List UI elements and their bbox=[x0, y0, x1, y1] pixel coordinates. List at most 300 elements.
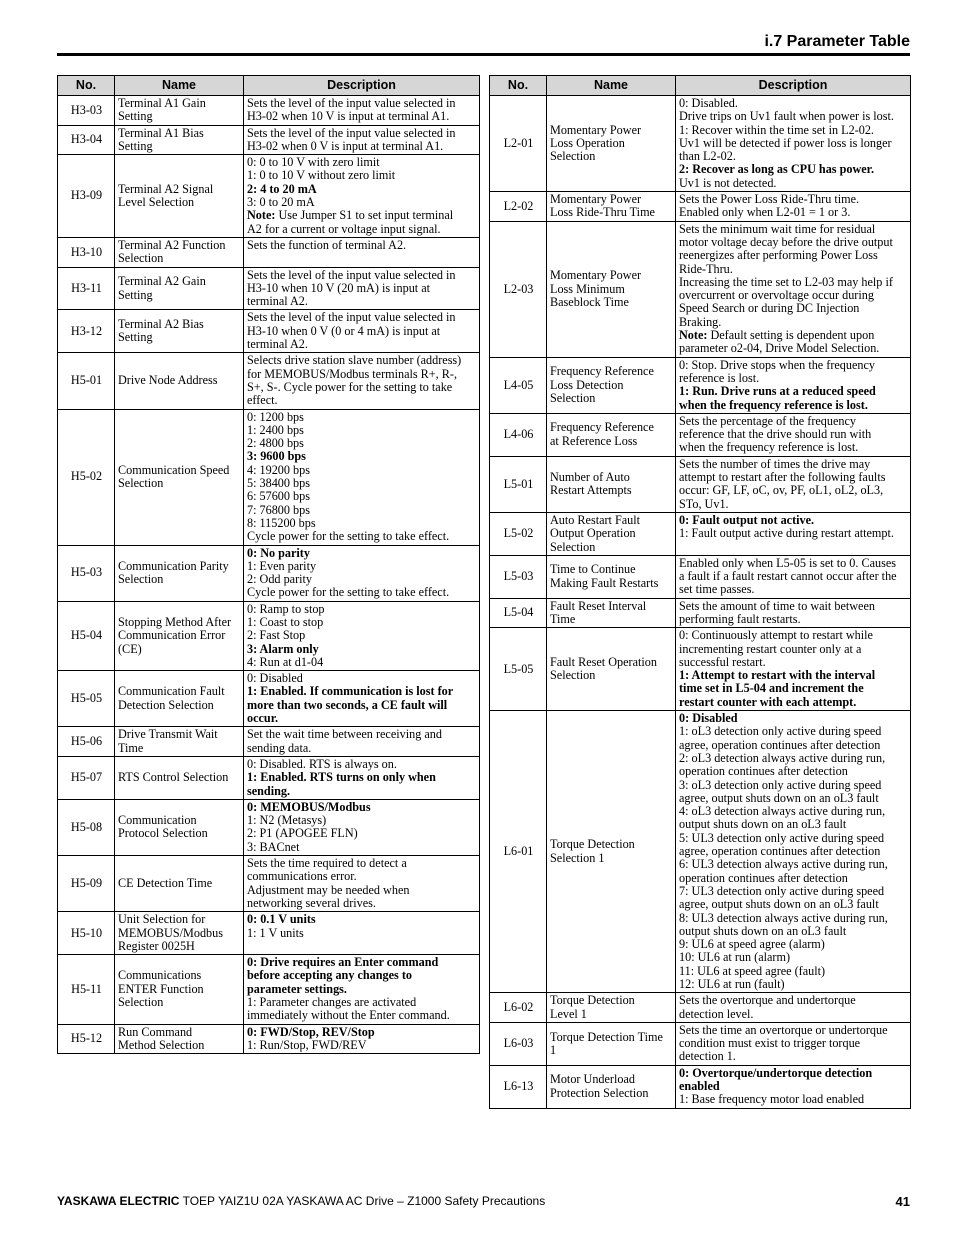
parameter-name-line: ENTER Function bbox=[118, 982, 204, 996]
description-line: communications error. bbox=[247, 870, 357, 884]
parameter-name-line: Run Command bbox=[118, 1025, 193, 1039]
parameter-name-line: Communication Speed bbox=[118, 463, 230, 477]
parameter-name bbox=[115, 727, 244, 757]
parameter-number: H5-10 bbox=[58, 912, 115, 955]
description-line: Selects drive station slave number (address) bbox=[247, 354, 462, 368]
parameter-name-line: Terminal A2 Gain bbox=[118, 275, 206, 289]
parameter-name-line: Torque Detection bbox=[550, 994, 635, 1008]
description-line: terminal A2. bbox=[247, 295, 308, 309]
description-line: occur. bbox=[247, 712, 279, 726]
parameter-name bbox=[547, 96, 676, 192]
parameter-number: L6-01 bbox=[490, 711, 547, 993]
parameter-number: H5-11 bbox=[58, 955, 115, 1024]
description-line: 3: BACnet bbox=[247, 840, 300, 854]
parameter-number: H5-08 bbox=[58, 799, 115, 855]
description-line: Enabled only when L2-01 = 1 or 3. bbox=[679, 206, 851, 220]
parameter-name-line: Momentary Power bbox=[550, 269, 642, 283]
parameter-description bbox=[676, 456, 911, 512]
description-line: Sets the function of terminal A2. bbox=[247, 238, 407, 252]
description-line: 0: FWD/Stop, REV/Stop bbox=[247, 1025, 375, 1039]
description-line: 1: Enabled. If communication is lost for bbox=[247, 685, 454, 699]
description-line: networking several drives. bbox=[247, 896, 376, 910]
description-line: Sets the level of the input value selected in bbox=[247, 126, 456, 140]
parameter-description bbox=[676, 1065, 911, 1108]
description-line: 0: No parity bbox=[247, 546, 310, 560]
description-line: time set in L5-04 and increment the bbox=[679, 682, 864, 696]
description-line: Sets the level of the input value selected in bbox=[247, 311, 456, 325]
parameter-name-line: Selection bbox=[118, 477, 164, 491]
parameter-name-line: Fault Reset Interval bbox=[550, 599, 647, 613]
parameter-name-line: Loss Operation bbox=[550, 136, 625, 150]
description-line: 4: oL3 detection always active during run, bbox=[679, 805, 886, 819]
table-row bbox=[490, 628, 911, 711]
description-line: Cycle power for the setting to take effect. bbox=[247, 586, 450, 600]
parameter-name-line: Communications bbox=[118, 969, 202, 983]
description-line: 2: Odd parity bbox=[247, 573, 312, 587]
table-row bbox=[58, 310, 480, 353]
parameter-name-line: RTS Control Selection bbox=[118, 771, 229, 785]
parameter-number: L6-02 bbox=[490, 993, 547, 1023]
parameter-name-line: Frequency Reference bbox=[550, 421, 654, 435]
description-line: H3-10 when 10 V (20 mA) is input at bbox=[247, 281, 431, 295]
parameter-name-line: Time bbox=[550, 612, 576, 626]
parameter-number: H5-03 bbox=[58, 545, 115, 601]
parameter-name bbox=[115, 799, 244, 855]
description-line: reenergizes after performing Power Loss bbox=[679, 249, 878, 263]
column-header-name: Name bbox=[115, 76, 244, 96]
description-line: 6: 57600 bps bbox=[247, 490, 310, 504]
description-line: 0: MEMOBUS/Modbus bbox=[247, 800, 371, 814]
parameter-name bbox=[547, 711, 676, 993]
parameter-number: H5-06 bbox=[58, 727, 115, 757]
table-row bbox=[490, 192, 911, 222]
table-row bbox=[58, 237, 480, 267]
parameter-name bbox=[115, 125, 244, 155]
description-line: Uv1 will be detected if power loss is longer bbox=[679, 136, 892, 150]
parameter-name bbox=[547, 357, 676, 413]
table-row bbox=[58, 756, 480, 799]
parameter-table-left bbox=[57, 75, 480, 1054]
parameter-number: H3-10 bbox=[58, 237, 115, 267]
parameter-name-line: Time to Continue bbox=[550, 563, 636, 577]
parameter-name-line: Baseblock Time bbox=[550, 295, 629, 309]
description-line: 11: UL6 at speed agree (fault) bbox=[679, 964, 826, 978]
parameter-name-line: Number of Auto bbox=[550, 471, 630, 485]
description-line: H3-02 when 0 V is input at terminal A1. bbox=[247, 139, 444, 153]
parameter-name-line: Register 0025H bbox=[118, 939, 195, 953]
description-line: 1: Even parity bbox=[247, 559, 317, 573]
description-line: 6: UL3 detection always active during run, bbox=[679, 858, 888, 872]
description-line: Sets the time an overtorque or undertorque bbox=[679, 1023, 888, 1037]
description-line: 1: Parameter changes are activated bbox=[247, 996, 417, 1009]
parameter-name-line: (CE) bbox=[118, 642, 142, 656]
parameter-description bbox=[676, 192, 911, 222]
table-row bbox=[490, 96, 911, 192]
description-line: 1: Base frequency motor load enabled bbox=[679, 1093, 865, 1107]
parameter-name-line: MEMOBUS/Modbus bbox=[118, 926, 223, 940]
parameter-name-line: Terminal A2 Bias bbox=[118, 318, 204, 332]
table-row bbox=[490, 357, 911, 413]
description-line: 2: 4800 bps bbox=[247, 437, 304, 451]
description-line: a fault if a fault restart cannot occur after the bbox=[679, 570, 897, 584]
table-row bbox=[58, 545, 480, 601]
parameter-description bbox=[244, 353, 480, 409]
table-row bbox=[58, 1024, 480, 1054]
parameter-name bbox=[547, 1065, 676, 1108]
parameter-name-line: Output Operation bbox=[550, 527, 636, 541]
parameter-name-line: Restart Attempts bbox=[550, 484, 632, 498]
description-line: sending. bbox=[247, 784, 291, 798]
description-line: 0: Disabled. RTS is always on. bbox=[247, 757, 397, 771]
description-line: immediately without the Enter command. bbox=[247, 1009, 450, 1023]
parameter-name-line: Terminal A1 Gain bbox=[118, 97, 206, 110]
description-line: 0: Ramp to stop bbox=[247, 602, 325, 616]
parameter-name-line: Selection bbox=[118, 996, 164, 1009]
description-line: performing fault restarts. bbox=[679, 612, 801, 626]
parameter-number: L5-05 bbox=[490, 628, 547, 711]
parameter-name-line: Selection bbox=[550, 391, 596, 405]
table-row bbox=[490, 555, 911, 598]
parameter-number: L6-03 bbox=[490, 1022, 547, 1065]
description-line: 2: oL3 detection always active during run, bbox=[679, 751, 886, 765]
parameter-name bbox=[115, 409, 244, 545]
description-line: Increasing the time set to L2-03 may help if bbox=[679, 275, 893, 289]
note-text: Default setting is dependent upon bbox=[707, 329, 875, 343]
description-line: 0: Disabled bbox=[679, 712, 738, 726]
parameter-number: H5-12 bbox=[58, 1024, 115, 1054]
description-line: 8: UL3 detection always active during run, bbox=[679, 911, 888, 925]
parameter-name-line: Setting bbox=[118, 288, 153, 302]
description-line: detection 1. bbox=[679, 1050, 736, 1064]
description-line: 3: 0 to 20 mA bbox=[247, 196, 315, 210]
parameter-name-line: Momentary Power bbox=[550, 193, 642, 207]
table-row bbox=[58, 96, 480, 126]
parameter-description bbox=[244, 856, 480, 912]
parameter-description bbox=[244, 310, 480, 353]
description-line: 0: 0 to 10 V with zero limit bbox=[247, 156, 380, 170]
description-line: 0: Disabled. bbox=[679, 97, 738, 110]
parameter-name-line: Loss Ride-Thru Time bbox=[550, 206, 655, 220]
parameter-description bbox=[676, 628, 911, 711]
parameter-name-line: Protocol Selection bbox=[118, 827, 208, 841]
description-line: detection level. bbox=[679, 1007, 754, 1021]
table-row bbox=[58, 409, 480, 545]
parameter-name bbox=[115, 955, 244, 1024]
parameter-description bbox=[244, 125, 480, 155]
table-row bbox=[58, 856, 480, 912]
description-line: 4: Run at d1-04 bbox=[247, 655, 324, 669]
description-line: 2: Fast Stop bbox=[247, 629, 306, 643]
description-line: restart counter with each attempt. bbox=[679, 695, 857, 709]
description-line: 2: P1 (APOGEE FLN) bbox=[247, 827, 358, 841]
parameter-name-line: Selection bbox=[550, 540, 596, 554]
description-line: 1: N2 (Metasys) bbox=[247, 814, 327, 828]
section-title: i.7 Parameter Table bbox=[764, 33, 910, 50]
parameter-name-line: Level Selection bbox=[118, 196, 195, 210]
description-line: agree, output shuts down on an oL3 fault bbox=[679, 898, 879, 912]
parameter-description bbox=[244, 799, 480, 855]
description-line: Sets the minimum wait time for residual bbox=[679, 222, 876, 236]
description-line: S+, S-. Cycle power for the setting to take bbox=[247, 380, 453, 394]
parameter-description bbox=[244, 155, 480, 238]
note-label: Note: bbox=[679, 329, 708, 343]
description-line: 0: Stop. Drive stops when the frequency bbox=[679, 358, 875, 372]
description-line: 1: Enabled. RTS turns on only when bbox=[247, 771, 436, 785]
description-line: than L2-02. bbox=[679, 150, 736, 164]
parameter-description bbox=[676, 598, 911, 628]
parameter-description bbox=[676, 555, 911, 598]
table-row bbox=[490, 221, 911, 357]
description-line: Adjustment may be needed when bbox=[247, 883, 410, 897]
parameter-name-line: Loss Detection bbox=[550, 378, 624, 392]
description-line: Drive trips on Uv1 fault when power is lost. bbox=[679, 110, 894, 124]
parameter-name-line: Torque Detection Time bbox=[550, 1030, 663, 1044]
description-line: 0: Disabled bbox=[247, 672, 303, 686]
parameter-name-line: Unit Selection for bbox=[118, 913, 206, 927]
parameter-number: L4-05 bbox=[490, 357, 547, 413]
parameter-number: H3-04 bbox=[58, 125, 115, 155]
parameter-number: L4-06 bbox=[490, 413, 547, 456]
description-line: successful restart. bbox=[679, 655, 766, 669]
description-line: Braking. bbox=[679, 315, 722, 329]
description-line: 2: Recover as long as CPU has power. bbox=[679, 163, 874, 177]
description-line: 0: Continuously attempt to restart while bbox=[679, 629, 873, 643]
parameter-name bbox=[115, 545, 244, 601]
description-line: output shuts down on an oL3 fault bbox=[679, 924, 847, 938]
header-divider bbox=[57, 53, 910, 56]
description-line: 1: Run/Stop, FWD/REV bbox=[247, 1038, 367, 1052]
parameter-table-right bbox=[489, 75, 911, 1109]
parameter-name bbox=[115, 155, 244, 238]
description-line: before accepting any changes to bbox=[247, 969, 412, 983]
parameter-name-line: Selection bbox=[118, 573, 164, 587]
parameter-name bbox=[115, 267, 244, 310]
parameter-name bbox=[547, 221, 676, 357]
description-line: Enabled only when L5-05 is set to 0. Causes bbox=[679, 556, 896, 570]
description-line: Sets the time required to detect a bbox=[247, 857, 407, 871]
description-line: set time passes. bbox=[679, 583, 755, 597]
parameter-name-line: Setting bbox=[118, 331, 153, 345]
description-line: Uv1 is not detected. bbox=[679, 176, 777, 190]
parameter-description bbox=[244, 912, 480, 955]
table-header-row bbox=[490, 76, 911, 96]
parameter-name-line: Loss Minimum bbox=[550, 282, 625, 296]
parameter-name-line: Fault Reset Operation bbox=[550, 655, 657, 669]
parameter-name bbox=[547, 555, 676, 598]
description-line: incrementing restart counter only at a bbox=[679, 642, 862, 656]
table-header-row bbox=[58, 76, 480, 96]
parameter-name bbox=[547, 628, 676, 711]
column-header-name: Name bbox=[547, 76, 676, 96]
description-line: agree, output shuts down on an oL3 fault bbox=[679, 791, 879, 805]
parameter-description bbox=[244, 601, 480, 670]
parameter-description bbox=[244, 267, 480, 310]
parameter-name bbox=[115, 601, 244, 670]
parameter-name bbox=[115, 671, 244, 727]
footer-document-title: TOEP YAIZ1U 02A YASKAWA AC Drive – Z1000 Safety Precautions bbox=[179, 1194, 546, 1208]
parameter-name-line: Terminal A1 Bias bbox=[118, 126, 204, 140]
description-line: 2: 4 to 20 mA bbox=[247, 182, 317, 196]
table-row bbox=[58, 912, 480, 955]
parameter-description bbox=[244, 955, 480, 1024]
parameter-name bbox=[115, 237, 244, 267]
parameter-name-line: CE Detection Time bbox=[118, 876, 213, 890]
parameter-name bbox=[115, 856, 244, 912]
description-line: motor voltage decay before the drive output bbox=[679, 235, 893, 249]
description-line: 1: Coast to stop bbox=[247, 615, 324, 629]
parameter-number: L2-03 bbox=[490, 221, 547, 357]
description-line: 0: Overtorque/undertorque detection bbox=[679, 1066, 873, 1080]
description-line: 1: Fault output active during restart attempt. bbox=[679, 527, 894, 541]
description-line: more than two seconds, a CE fault will bbox=[247, 698, 448, 712]
description-line: overcurrent or overvoltage occur during bbox=[679, 289, 874, 303]
parameter-name bbox=[115, 756, 244, 799]
parameter-name-line: Drive Node Address bbox=[118, 374, 218, 388]
page-number: 41 bbox=[895, 1194, 910, 1209]
parameter-name-line: Drive Transmit Wait bbox=[118, 728, 218, 742]
page-footer bbox=[57, 1194, 910, 1208]
parameter-description bbox=[244, 671, 480, 727]
description-line: 1: oL3 detection only active during speed bbox=[679, 725, 882, 739]
table-row bbox=[58, 353, 480, 409]
description-line: STo, Uv1. bbox=[679, 497, 729, 511]
table-row bbox=[490, 598, 911, 628]
description-line: Sets the overtorque and undertorque bbox=[679, 994, 856, 1008]
parameter-name-line: Detection Selection bbox=[118, 698, 214, 712]
description-line: parameter o2-04, Drive Model Selection. bbox=[679, 342, 880, 356]
parameter-description bbox=[244, 237, 480, 267]
parameter-number: H3-11 bbox=[58, 267, 115, 310]
table-row bbox=[58, 155, 480, 238]
description-line: 0: 0.1 V units bbox=[247, 913, 316, 927]
parameter-name bbox=[547, 413, 676, 456]
description-line: H3-10 when 0 V (0 or 4 mA) is input at bbox=[247, 324, 441, 338]
table-row bbox=[58, 267, 480, 310]
description-line: 7: UL3 detection only active during speed bbox=[679, 884, 885, 898]
parameter-name bbox=[547, 993, 676, 1023]
parameter-name-line: Protection Selection bbox=[550, 1086, 649, 1100]
note-text: Use Jumper S1 to set input terminal bbox=[275, 209, 454, 223]
parameter-description bbox=[676, 1022, 911, 1065]
description-line: agree, operation continues after detection bbox=[679, 738, 881, 752]
description-line: 1: 2400 bps bbox=[247, 423, 304, 437]
parameter-name bbox=[115, 96, 244, 126]
table-row bbox=[490, 512, 911, 555]
parameter-number: L6-13 bbox=[490, 1065, 547, 1108]
description-line bbox=[679, 329, 908, 342]
description-line bbox=[247, 209, 477, 222]
description-line: 1: Run. Drive runs at a reduced speed bbox=[679, 385, 876, 399]
table-row bbox=[58, 955, 480, 1024]
parameter-description bbox=[244, 545, 480, 601]
description-line: reference that the drive should run with bbox=[679, 428, 872, 442]
parameter-name-line: Communication Fault bbox=[118, 685, 225, 699]
parameter-name-line: Torque Detection bbox=[550, 838, 635, 852]
parameter-name-line: Communication Parity bbox=[118, 559, 229, 573]
parameter-name-line: Setting bbox=[118, 110, 153, 124]
description-line: 0: 1200 bps bbox=[247, 410, 304, 424]
table-row bbox=[490, 1022, 911, 1065]
parameter-number: L2-01 bbox=[490, 96, 547, 192]
parameter-name-line: Momentary Power bbox=[550, 123, 642, 137]
table-row bbox=[490, 1065, 911, 1108]
parameter-name bbox=[547, 192, 676, 222]
parameter-number: H3-09 bbox=[58, 155, 115, 238]
column-header-description: Description bbox=[244, 76, 480, 96]
description-line: 0: Drive requires an Enter command bbox=[247, 956, 439, 970]
table-row bbox=[58, 671, 480, 727]
description-line: condition must exist to trigger torque bbox=[679, 1037, 861, 1051]
description-line: 5: 38400 bps bbox=[247, 477, 310, 491]
description-line: Sets the amount of time to wait between bbox=[679, 599, 875, 613]
description-line: reference is lost. bbox=[679, 371, 760, 385]
parameter-number: H5-01 bbox=[58, 353, 115, 409]
table-row bbox=[58, 727, 480, 757]
parameter-description bbox=[676, 357, 911, 413]
parameter-number: L5-03 bbox=[490, 555, 547, 598]
description-line: Speed Search or during DC Injection bbox=[679, 302, 860, 316]
parameter-description bbox=[244, 1024, 480, 1054]
parameter-name-line: 1 bbox=[550, 1043, 557, 1057]
parameter-name-line: Terminal A2 Function bbox=[118, 238, 226, 252]
parameter-name bbox=[115, 310, 244, 353]
parameter-name-line: Method Selection bbox=[118, 1038, 205, 1052]
parameter-number: H5-05 bbox=[58, 671, 115, 727]
description-line: operation continues after detection bbox=[679, 765, 848, 779]
description-line: 5: UL3 detection only active during speed bbox=[679, 831, 885, 845]
parameter-name bbox=[115, 353, 244, 409]
parameter-name bbox=[547, 598, 676, 628]
parameter-name-line: Motor Underload bbox=[550, 1073, 635, 1087]
description-line: parameter settings. bbox=[247, 982, 347, 996]
parameter-name-line: Selection bbox=[118, 252, 164, 266]
description-line: 0: Fault output not active. bbox=[679, 513, 815, 527]
table-row bbox=[490, 456, 911, 512]
description-line: H3-02 when 10 V is input at terminal A1. bbox=[247, 110, 450, 124]
table-row bbox=[58, 601, 480, 670]
description-line: Set the wait time between receiving and bbox=[247, 728, 442, 742]
description-line: output shuts down on an oL3 fault bbox=[679, 818, 847, 832]
table-row bbox=[490, 993, 911, 1023]
footer-brand: YASKAWA ELECTRIC bbox=[57, 1194, 180, 1208]
parameter-description bbox=[676, 413, 911, 456]
description-line: enabled bbox=[679, 1080, 720, 1094]
description-line: 8: 115200 bps bbox=[247, 516, 316, 530]
parameter-name bbox=[547, 1022, 676, 1065]
parameter-name-line: Stopping Method After bbox=[118, 615, 232, 629]
parameter-number: L5-02 bbox=[490, 512, 547, 555]
description-line: agree, operation continues after detection bbox=[679, 845, 881, 859]
description-line: Sets the Power Loss Ride-Thru time. bbox=[679, 193, 860, 207]
parameter-name-line: Selection bbox=[550, 150, 596, 164]
table-row bbox=[58, 125, 480, 155]
column-header-description: Description bbox=[676, 76, 911, 96]
description-line: 1: 1 V units bbox=[247, 926, 304, 940]
description-line: Sets the level of the input value selected in bbox=[247, 97, 456, 110]
parameter-name bbox=[547, 512, 676, 555]
column-header-no: No. bbox=[490, 76, 547, 96]
parameter-description bbox=[676, 221, 911, 357]
parameter-number: H5-09 bbox=[58, 856, 115, 912]
description-line: 3: Alarm only bbox=[247, 642, 319, 656]
parameter-name-line: Communication Error bbox=[118, 629, 226, 643]
parameter-description bbox=[676, 711, 911, 993]
parameter-number: H3-12 bbox=[58, 310, 115, 353]
parameter-number: L5-01 bbox=[490, 456, 547, 512]
parameter-number: L2-02 bbox=[490, 192, 547, 222]
parameter-name bbox=[115, 912, 244, 955]
description-line: A2 for a current or voltage input signal. bbox=[247, 222, 441, 236]
